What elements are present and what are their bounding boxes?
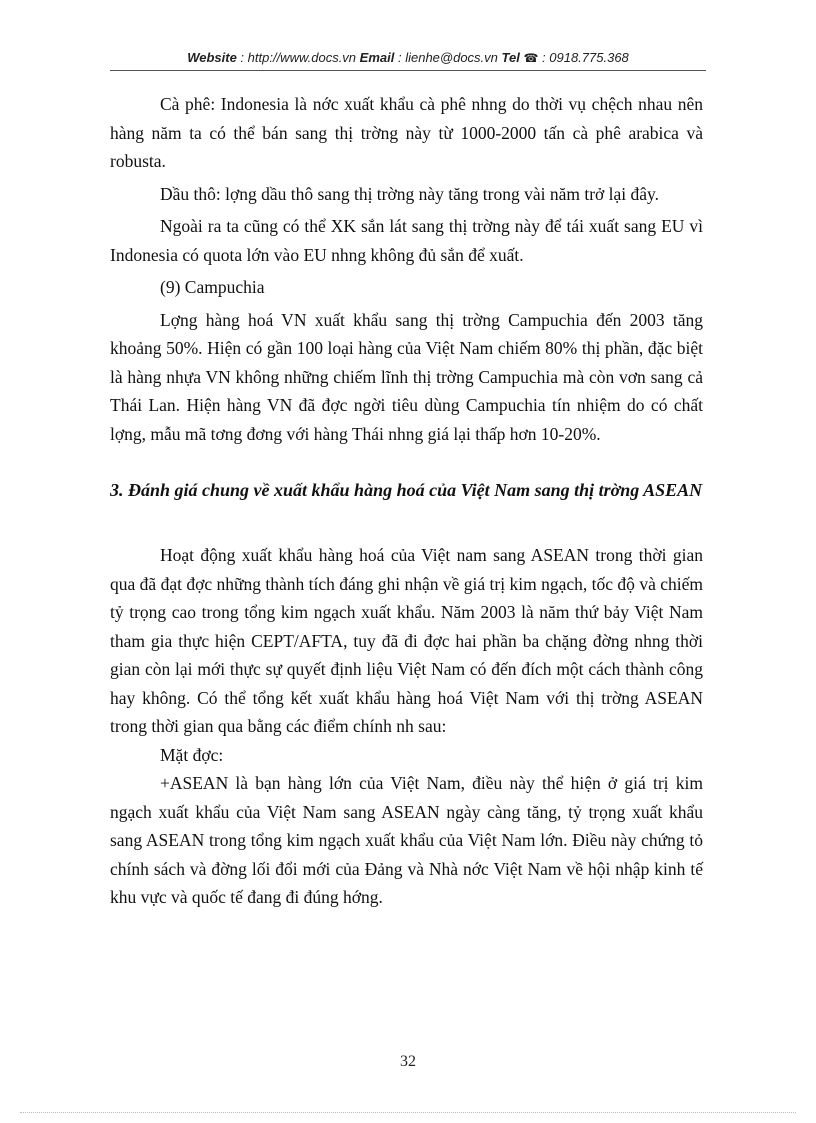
page-header [110, 50, 706, 65]
paragraph-cambodia: Lợng hàng hoá VN xuất khẩu sang thị trờng Campuchia đến 2003 tăng khoảng 50%. Hiện có gần 100 loại hàng của Việt Nam chiếm 80% thị phần, đặc biệt là hàng nhựa VN không những chiếm lĩnh thị trờng Campuchia mà còn vơn sang cả Thái Lan. Hiện hàng VN đã đợc ngời tiêu dùng Campuchia tín nhiệm do có chất lợng, mẫu mã tơng đơng với hàng Thái nhng giá lại thấp hơn 10-20%. [110, 309, 703, 444]
section-heading: 3. Đánh giá chung về xuất khẩu hàng hoá của Việt Nam sang thị trờng ASEAN [110, 480, 703, 500]
phone-icon: ☎ [523, 51, 539, 65]
tel-value: : 0918.775.368 [538, 50, 629, 65]
paragraph-coffee: Cà phê: Indonesia là nớc xuất khẩu cà phê nhng do thời vụ chệch nhau nên hàng năm ta có thể bán sang thị trờng này từ 1000-2000 tấn cà phê arabica và robusta. [110, 94, 703, 171]
paragraph-crude-oil: Dầu thô: lợng dầu thô sang thị trờng này tăng trong vài năm trở lại đây. [160, 183, 660, 204]
website-label: Website [187, 50, 237, 65]
paragraph-cassava: Ngoài ra ta cũng có thể XK sắn lát sang thị trờng này để tái xuất sang EU vì Indonesia có quota lớn vào EU nhng không đủ sắn để xuất. [110, 216, 703, 265]
document-body [110, 90, 703, 912]
paragraph-asean-partner: +ASEAN là bạn hàng lớn của Việt Nam, điều này thể hiện ở giá trị kim ngạch xuất khẩu của Việt Nam sang ASEAN ngày càng tăng, tỷ trọng xuất khẩu sang ASEAN trong tổng kim ngạch xuất khẩu của Việt Nam lớn. Điều này chứng tỏ chính sách và đờng lối đổi mới của Đảng và Nhà nớc Việt Nam về hội nhập kinh tế khu vực và quốc tế đang đi đúng hớng. [110, 773, 703, 907]
header-divider [110, 70, 706, 71]
email-label: Email [359, 50, 395, 65]
page-bottom-border [20, 1112, 796, 1113]
tel-label: Tel [501, 50, 520, 65]
email-value[interactable]: lienhe@docs.vn [405, 50, 498, 65]
paragraph-strengths-label: Mặt đợc: [160, 744, 224, 765]
page-number: 32 [400, 1053, 416, 1070]
heading-spacer [110, 505, 703, 541]
paragraph-overview: Hoạt động xuất khẩu hàng hoá của Việt nam sang ASEAN trong thời gian qua đã đạt đợc những thành tích đáng ghi nhận về giá trị kim ngạch, tốc độ và chiếm tỷ trọng cao trong tổng kim ngạch xuất khẩu. Năm 2003 là năm thứ bảy Việt Nam tham gia thực hiện CEPT/AFTA, tuy đã đi đợc hai phần ba chặng đờng nhng thời gian còn lại mới thực sự quyết định liệu Việt Nam có đến đích một cách thành công hay không. Có thể tổng kết xuất khẩu hàng hoá Việt Nam với thị trờng ASEAN trong thời gian qua bằng các điểm chính nh sau: [110, 545, 703, 736]
website-sep: : [236, 50, 248, 65]
website-url[interactable]: http://www.docs.vn [247, 50, 357, 65]
subheading-cambodia: (9) Campuchia [160, 277, 265, 297]
email-sep: : [394, 50, 406, 65]
